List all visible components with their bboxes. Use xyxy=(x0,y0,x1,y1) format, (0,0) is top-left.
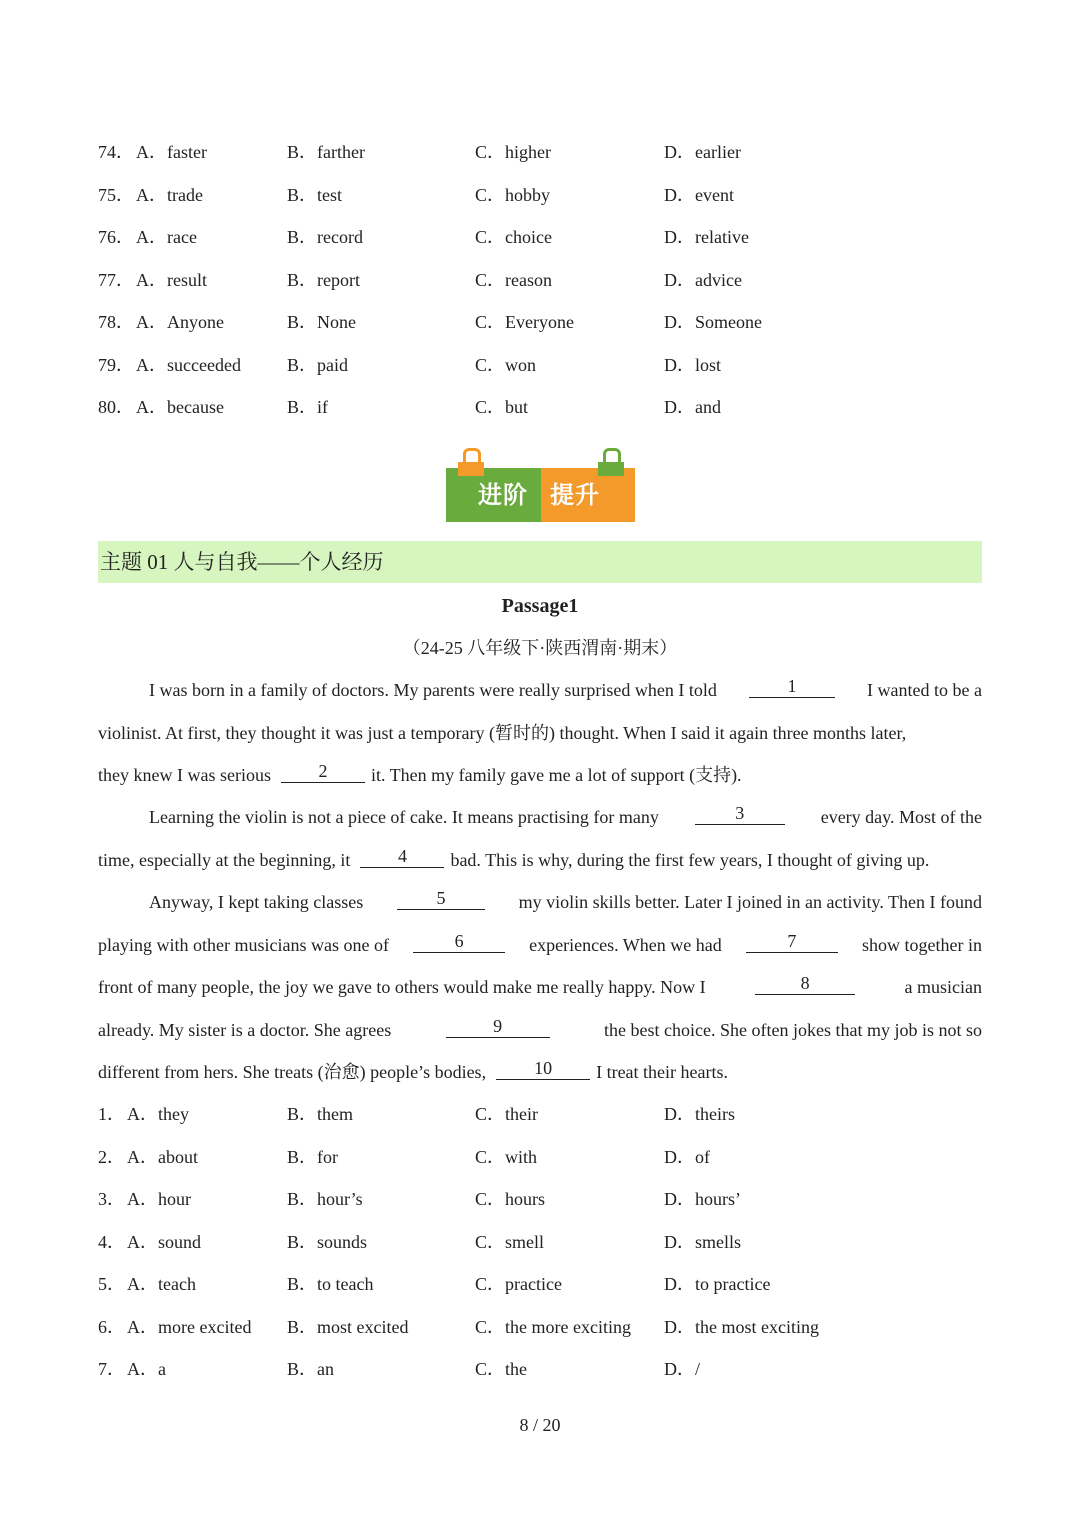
blank-3: 3 xyxy=(695,802,785,825)
option-d: D．to practice xyxy=(664,1274,771,1294)
option-c: C．reason xyxy=(475,270,552,290)
option-c: C．practice xyxy=(475,1274,562,1294)
passage-line xyxy=(98,760,982,790)
passage-text: already. My sister is a doctor. She agrees xyxy=(98,1020,392,1040)
question-number: 80． xyxy=(98,397,134,417)
option-b: B．test xyxy=(287,185,343,205)
option-b: B．an xyxy=(287,1359,334,1379)
option-c: C．won xyxy=(475,355,537,375)
option-a: A．trade xyxy=(136,185,203,205)
option-row-79 xyxy=(98,350,982,380)
option-b: B．to teach xyxy=(287,1274,374,1294)
option-a: A．race xyxy=(136,227,197,247)
page-number: 8 / 20 xyxy=(519,1415,561,1435)
passage-text: it. Then my family gave me a lot of support (支持). xyxy=(370,765,742,785)
option-row-4 xyxy=(98,1227,982,1257)
option-d: D．event xyxy=(664,185,734,205)
passage-text: every day. Most of the xyxy=(820,807,982,827)
option-d: D．of xyxy=(664,1147,710,1167)
passage-line xyxy=(149,802,982,832)
passage-text: they knew I was serious xyxy=(98,765,271,785)
option-row-74 xyxy=(98,137,982,167)
option-b: B．most excited xyxy=(287,1317,409,1337)
option-a: A．they xyxy=(127,1104,189,1124)
option-b: B．hour’s xyxy=(287,1189,363,1209)
option-a: A．succeeded xyxy=(136,355,241,375)
option-c: C．hours xyxy=(475,1189,546,1209)
option-a: A．more excited xyxy=(127,1317,252,1337)
option-d: D．relative xyxy=(664,227,749,247)
option-c: C．choice xyxy=(475,227,552,247)
passage-text: time, especially at the beginning, it xyxy=(98,850,351,870)
option-a: A．faster xyxy=(136,142,207,162)
passage-text: I wanted to be a xyxy=(867,680,982,700)
passage-line xyxy=(98,930,982,960)
option-d: D．/ xyxy=(664,1359,700,1379)
question-number: 4． xyxy=(98,1232,125,1252)
question-number: 6． xyxy=(98,1317,125,1337)
option-d: D．smells xyxy=(664,1232,742,1252)
option-b: B．sounds xyxy=(287,1232,368,1252)
option-d: D．earlier xyxy=(664,142,741,162)
option-b: B．for xyxy=(287,1147,338,1167)
passage-line xyxy=(98,845,982,875)
passage-text: show together in xyxy=(861,935,982,955)
option-row-3 xyxy=(98,1184,982,1214)
option-d: D．Someone xyxy=(664,312,762,332)
blank-7: 7 xyxy=(746,930,838,953)
option-a: A．hour xyxy=(127,1189,191,1209)
passage-text: violinist. At first, they thought it was just a temporary (暂时的) thought. When I said it again three months later, xyxy=(98,723,907,743)
option-c: C．the more exciting xyxy=(475,1317,631,1337)
option-d: D．the most exciting xyxy=(664,1317,819,1337)
option-b: B．if xyxy=(287,397,329,417)
blank-4: 4 xyxy=(360,845,444,868)
option-a: A．because xyxy=(136,397,224,417)
passage-text: front of many people, the joy we gave to others would make me really happy. Now I xyxy=(98,977,706,997)
banner-right-text: 提升 xyxy=(550,481,600,509)
question-number: 76． xyxy=(98,227,134,247)
passage-text: playing with other musicians was one of xyxy=(98,935,389,955)
blank-5: 5 xyxy=(397,887,485,910)
blank-2: 2 xyxy=(281,760,365,783)
question-number: 79． xyxy=(98,355,134,375)
option-row-80 xyxy=(98,392,982,422)
question-number: 7． xyxy=(98,1359,125,1379)
option-c: C．smell xyxy=(475,1232,545,1252)
option-d: D．and xyxy=(664,397,721,417)
blank-10: 10 xyxy=(496,1057,590,1080)
question-number: 77． xyxy=(98,270,134,290)
option-row-77 xyxy=(98,265,982,295)
binder-clip-icon xyxy=(598,448,624,476)
question-number: 75． xyxy=(98,185,134,205)
topic-heading: 主题 01 人与自我——个人经历 xyxy=(100,550,384,574)
option-row-1 xyxy=(98,1099,982,1129)
option-row-76 xyxy=(98,222,982,252)
option-d: D．hours’ xyxy=(664,1189,741,1209)
option-row-2 xyxy=(98,1142,982,1172)
passage-title: Passage1 xyxy=(501,595,579,617)
option-b: B．None xyxy=(287,312,356,332)
passage-line xyxy=(98,718,982,748)
question-number: 1． xyxy=(98,1104,125,1124)
section-banner xyxy=(446,448,635,524)
question-number: 3． xyxy=(98,1189,125,1209)
option-c: C．their xyxy=(475,1104,538,1124)
passage-text: my violin skills better. Later I joined in an activity. Then I found xyxy=(518,892,982,912)
passage-text: I treat their hearts. xyxy=(596,1062,729,1082)
passage-text: experiences. When we had xyxy=(529,935,722,955)
passage-text: I was born in a family of doctors. My parents were really surprised when I told xyxy=(149,680,717,700)
passage-text: a musician xyxy=(904,977,982,997)
option-a: A．a xyxy=(127,1359,166,1379)
passage-text: Anyway, I kept taking classes xyxy=(149,892,364,912)
option-row-5 xyxy=(98,1269,982,1299)
blank-9: 9 xyxy=(446,1015,550,1038)
passage-text: different from hers. She treats (治愈) people’s bodies, xyxy=(98,1062,487,1082)
option-c: C．with xyxy=(475,1147,538,1167)
blank-6: 6 xyxy=(413,930,505,953)
option-row-78 xyxy=(98,307,982,337)
question-number: 78． xyxy=(98,312,134,332)
passage-text: the best choice. She often jokes that my job is not so xyxy=(604,1020,982,1040)
question-number: 2． xyxy=(98,1147,125,1167)
passage-line xyxy=(149,887,982,917)
passage-line xyxy=(98,1015,982,1045)
option-b: B．report xyxy=(287,270,360,290)
option-c: C．higher xyxy=(475,142,551,162)
option-a: A．about xyxy=(127,1147,198,1167)
blank-8: 8 xyxy=(755,972,855,995)
question-number: 5． xyxy=(98,1274,125,1294)
option-row-6 xyxy=(98,1312,982,1342)
option-a: A．teach xyxy=(127,1274,196,1294)
option-b: B．farther xyxy=(287,142,365,162)
question-number: 74． xyxy=(98,142,134,162)
option-d: D．theirs xyxy=(664,1104,735,1124)
option-c: C．Everyone xyxy=(475,312,574,332)
option-b: B．record xyxy=(287,227,363,247)
blank-1: 1 xyxy=(749,675,835,698)
option-a: A．sound xyxy=(127,1232,202,1252)
passage-line xyxy=(98,1057,982,1087)
passage-text: Learning the violin is not a piece of cake. It means practising for many xyxy=(149,807,659,827)
option-d: D．advice xyxy=(664,270,742,290)
passage-line xyxy=(149,675,982,705)
option-c: C．hobby xyxy=(475,185,551,205)
banner-left-text: 进阶 xyxy=(478,481,528,509)
option-d: D．lost xyxy=(664,355,722,375)
passage-source: （24-25 八年级下·陕西渭南·期末） xyxy=(402,638,678,658)
topic-heading-bar xyxy=(98,541,982,583)
option-row-75 xyxy=(98,180,982,210)
passage-text: bad. This is why, during the first few years, I thought of giving up. xyxy=(450,850,930,870)
option-c: C．but xyxy=(475,397,529,417)
option-a: A．Anyone xyxy=(136,312,224,332)
option-c: C．the xyxy=(475,1359,527,1379)
option-b: B．paid xyxy=(287,355,348,375)
option-a: A．result xyxy=(136,270,207,290)
passage-line xyxy=(98,972,982,1002)
option-b: B．them xyxy=(287,1104,353,1124)
option-row-7 xyxy=(98,1354,982,1384)
